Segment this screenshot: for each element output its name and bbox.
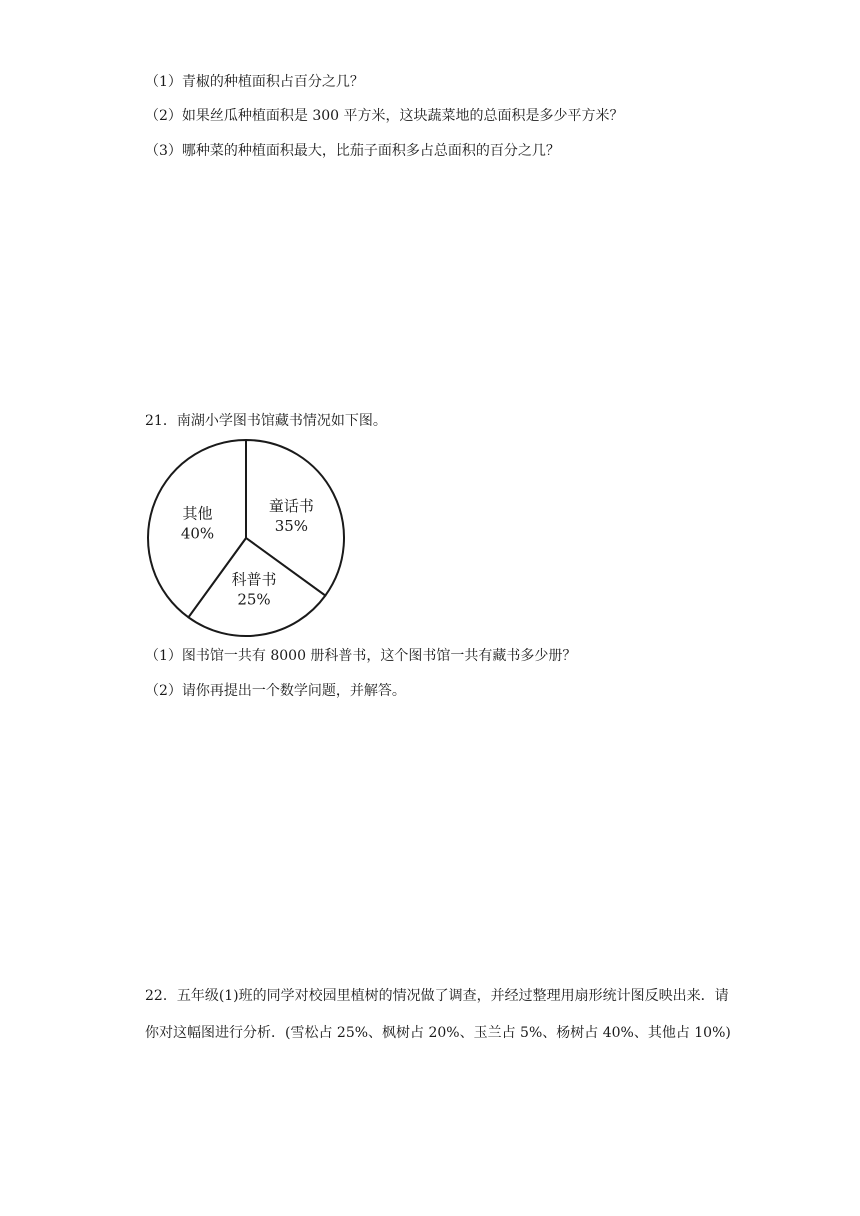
q20-sub2: （2）如果丝瓜种植面积是 300 平方米，这块蔬菜地的总面积是多少平方米？	[145, 108, 624, 124]
q21-title: 21．南湖小学图书馆藏书情况如下图。	[145, 413, 387, 429]
pie-label-1: 科普书	[231, 570, 277, 589]
pie-label-0: 童话书	[268, 496, 314, 515]
pie-chart	[140, 432, 354, 644]
q20-sub1: （1）青椒的种植面积占百分之几？	[145, 74, 364, 90]
pie-value-2: 40%	[180, 524, 215, 543]
q22-text: 22．五年级(1)班的同学对校园里植树的情况做了调查，并经过整理用扇形统计图反映出来．请你对这幅图进行分析．(雪松占 25%、枫树占 20%、玉兰占 5%、杨树占 40%、其他占 10%)	[145, 988, 731, 1041]
pie-value-1: 25%	[237, 590, 271, 609]
q21-sub2: （2）请你再提出一个数学问题，并解答。	[145, 683, 406, 699]
pie-value-0: 35%	[274, 516, 309, 535]
q20-sub3: （3）哪种菜的种植面积最大，比茄子面积多占总面积的百分之几？	[145, 143, 560, 159]
q21-sub1: （1）图书馆一共有 8000 册科普书，这个图书馆一共有藏书多少册？	[145, 648, 577, 664]
pie-label-2: 其他	[182, 504, 213, 523]
